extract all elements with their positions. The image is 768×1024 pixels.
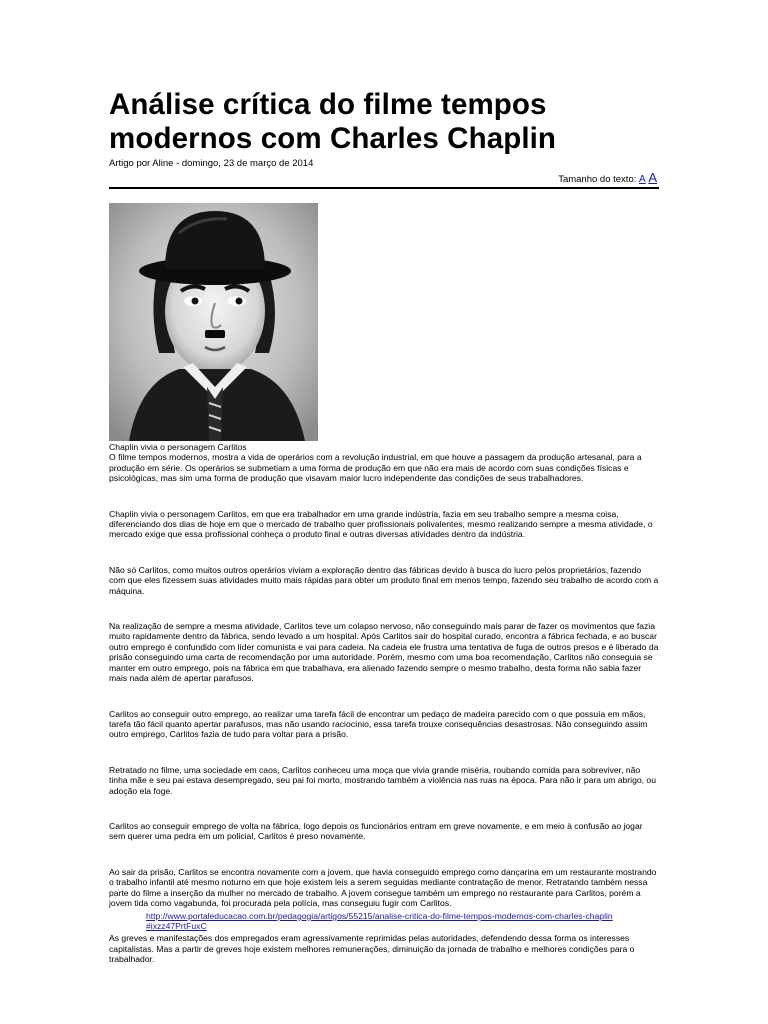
photo-caption: Chaplin vivia o personagem Carlitos xyxy=(109,442,247,452)
article-byline: Artigo por Aline - domingo, 23 de março de 2014 xyxy=(109,158,314,169)
text-size-label: Tamanho do texto: xyxy=(558,174,637,185)
article-paragraph: As greves e manifestações dos empregados eram agressivamente reprimidas pelas autoridades, defendendo dessa forma os interesses capitalistas. Mas a partir de greves hoje existem melhores remunerações, diminuição da jornada de trabalho e melhores condições para o trabalhador. xyxy=(109,933,635,965)
article-paragraph: O filme tempos modernos, mostra a vida de operários com a revolução industrial, em que houve a passagem da produção artesanal, para a produção em série. Os operários se submetiam a uma forma de produção em que não era mais de acordo com suas condições físicas e psicológicas, mas sim uma forma de produção que visavam maior lucro independente das condições de seus trabalhadores. xyxy=(109,452,642,484)
source-link[interactable]: http://www.portaleducacao.com.br/pedagogia/artigos/55215/analise-critica-do-filme-tempos-modernos-com-charles-chaplin#ixzz47PrtFuxC xyxy=(146,911,613,932)
chaplin-photo xyxy=(109,203,318,441)
article xyxy=(109,88,659,990)
article-paragraph: Não só Carlitos, como muitos outros operários viviam a exploração dentro das fábricas devido à busca do lucro pelos proprietários, fazendo com que eles fizessem suas atividades muito mais rápidas para obter um produto final em menos tempo, fazendo seu trabalho de acordo com a máquina. xyxy=(109,564,659,596)
article-paragraph: Chaplin vivia o personagem Carlitos, em que era trabalhador em uma grande indústria, fazia em seu trabalho sempre a mesma coisa, diferenciando dos dias de hoje em que o mercado de trabalho quer profissionais polivalentes, mesmo realizando sempre a mesma atividade, o mercado exige que essa profissional conheça o produto final e outras diversas atividades dentro da indústria. xyxy=(109,508,653,540)
title-divider xyxy=(109,187,659,189)
text-size-increase-link[interactable]: A xyxy=(648,170,657,185)
article-paragraph: Ao sair da prisão, Carlitos se encontra novamente com a jovem, que havia conseguido emprego como dançarina em um restaurante mostrando o trabalho infantil até mesmo noturno em que hoje existem leis a serem seguidas mediante contratação de menor. Retratando também nessa parte do filme a inserção da mulher no mercado de trabalho. A jovem consegue também um emprego no restaurante para Carlitos, porém a jovem tida como vagabunda, foi procurada pela polícia, mas conseguiu fugir com Carlitos. xyxy=(109,866,657,908)
text-size-control xyxy=(109,171,659,187)
article-paragraph: Na realização de sempre a mesma atividade, Carlitos teve um colapso nervoso, não conseguindo mais parar de fazer os movimentos que fazia muito rapidamente dentro da fábrica, sendo levado a um hospital. Após Carlitos sair do hospital curado, encontra a fábrica fechada, e ao buscar outro emprego é confundido com líder comunista e vai para cadeia. Na cadeia ele frustra uma tentativa de fuga de outros presos e é liberado da prisão conseguindo uma carta de recomendação por uma autoridade. Porém, mesmo com uma boa recomendação, Carlitos não conseguia se manter em outro emprego, pois na fábrica em que trabalhava, era alienado fazendo sempre o mesmo trabalho, desta forma não sabia fazer mais nada além de apertar parafusos. xyxy=(109,621,659,684)
article-title: Análise crítica do filme tempos modernos com Charles Chaplin xyxy=(109,88,557,155)
article-paragraph: Carlitos ao conseguir outro emprego, ao realizar uma tarefa fácil de encontrar um pedaço de madeira parecido com o que possuía em mãos, tarefa tão fácil quanto apertar parafusos, mas não usando raciocínio, essa tarefa trouxe consequências desastrosas. Não conseguindo assim outro emprego, Carlitos fazia de tudo para voltar para a prisão. xyxy=(109,708,648,740)
text-size-decrease-link[interactable]: A xyxy=(639,174,646,185)
article-paragraph: Retratado no filme, uma sociedade em caos, Carlitos conheceu uma moça que vivia grande miséria, roubando comida para sobreviver, não tinha mãe e seu pai estava desempregado, seu pai foi morto, mostrando também a violência nas ruas na época. Para não ir para um abrigo, ou adoção ela foge. xyxy=(109,764,656,796)
article-paragraph: Carlitos ao conseguir emprego de volta na fábrica, logo depois os funcionários entram em greve novamente, e em meio à confusão ao jogar sem querer uma pedra em um policial, Carlitos é preso novamente. xyxy=(109,820,643,842)
